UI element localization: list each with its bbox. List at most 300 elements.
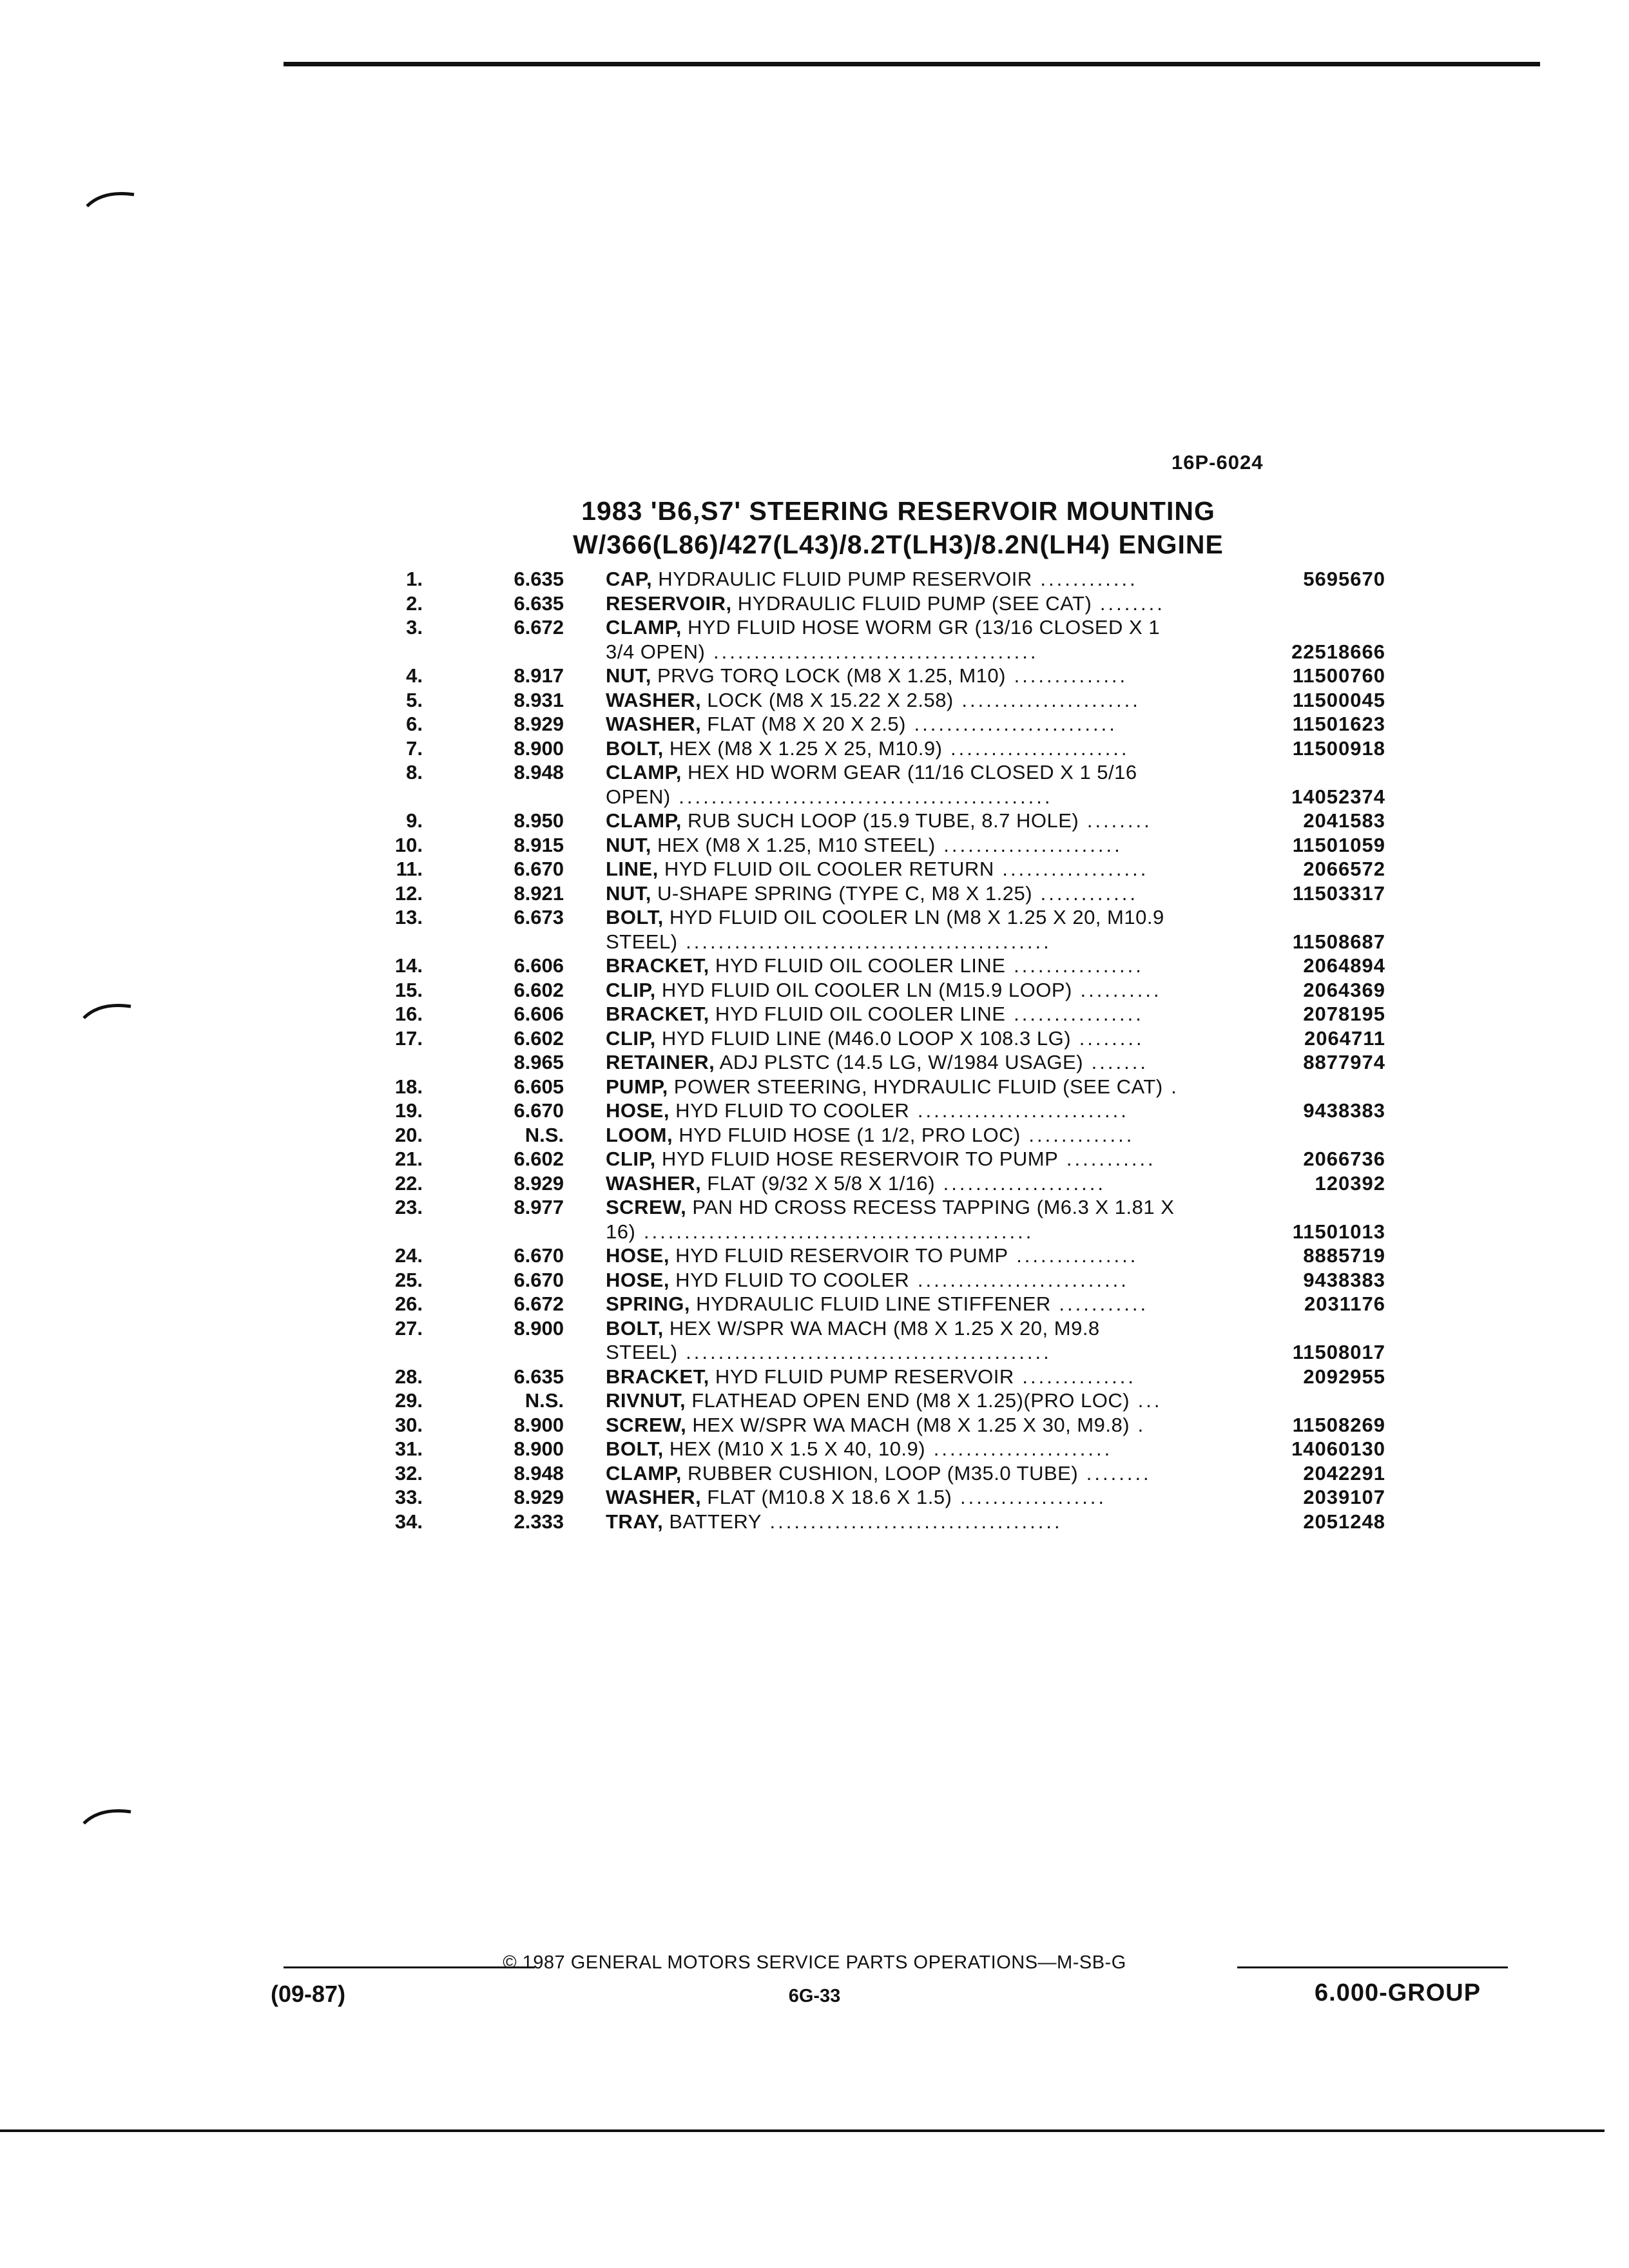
item-description bbox=[606, 1026, 1250, 1051]
item-detail: HEX W/SPR WA MACH (M8 X 1.25 X 20, M9.8 bbox=[663, 1316, 1100, 1340]
item-number: 13. bbox=[394, 906, 423, 928]
item-description bbox=[606, 736, 1250, 761]
item-detail: HYD FLUID RESERVOIR TO PUMP bbox=[669, 1244, 1008, 1267]
part-number: 2066572 bbox=[1303, 858, 1385, 880]
item-description bbox=[606, 567, 1250, 591]
part-number: 2031176 bbox=[1304, 1293, 1385, 1315]
table-row bbox=[0, 1413, 1629, 1437]
leader-dots: ......................... bbox=[905, 713, 1117, 735]
part-number: 2092955 bbox=[1303, 1365, 1385, 1388]
item-detail: HYDRAULIC FLUID LINE STIFFENER bbox=[689, 1293, 1051, 1315]
table-row bbox=[0, 809, 1629, 833]
group-number: N.S. bbox=[525, 1123, 564, 1146]
leader-dots: .............. bbox=[1014, 1365, 1136, 1388]
item-description bbox=[606, 857, 1250, 881]
item-number: 26. bbox=[394, 1293, 423, 1315]
item-detail: PRVG TORQ LOCK (M8 X 1.25, M10) bbox=[651, 664, 1006, 687]
binder-hole-mark-icon bbox=[84, 187, 135, 213]
leader-dots: .................................... bbox=[761, 1510, 1063, 1533]
item-detail: HEX W/SPR WA MACH (M8 X 1.25 X 30, M9.8) bbox=[686, 1413, 1130, 1436]
leader-dots: .......................... bbox=[909, 1099, 1129, 1122]
table-row bbox=[0, 712, 1629, 736]
item-name: RETAINER, bbox=[606, 1051, 715, 1073]
item-number: 20. bbox=[394, 1123, 423, 1146]
leader-dots: ............. bbox=[1020, 1123, 1135, 1146]
table-row bbox=[0, 954, 1629, 978]
group-number: 6.606 bbox=[514, 1003, 564, 1025]
item-detail: U-SHAPE SPRING (TYPE C, M8 X 1.25) bbox=[651, 881, 1033, 905]
leader-dots: ............................................. bbox=[677, 930, 1052, 953]
group-number: 8.948 bbox=[514, 1461, 564, 1485]
item-name: HOSE, bbox=[606, 1099, 670, 1122]
item-number: 15. bbox=[394, 978, 423, 1001]
table-row bbox=[0, 760, 1629, 785]
footer-date: (09-87) bbox=[271, 1981, 346, 2007]
part-number: 11500045 bbox=[1292, 688, 1385, 711]
leader-dots: ...................... bbox=[935, 833, 1123, 856]
bottom-rule bbox=[0, 2129, 1605, 2132]
leader-dots: .......................... bbox=[909, 1268, 1129, 1291]
leader-dots: ........ bbox=[1071, 1026, 1144, 1050]
table-row bbox=[0, 664, 1629, 688]
table-row bbox=[0, 930, 1629, 954]
page-subtitle: W/366(L86)/427(L43)/8.2T(LH3)/8.2N(LH4) ENGINE bbox=[573, 530, 1224, 559]
part-number: 22518666 bbox=[1291, 640, 1385, 663]
item-number: 9. bbox=[406, 809, 423, 832]
item-description bbox=[606, 1340, 1250, 1365]
table-row bbox=[0, 1171, 1629, 1196]
leader-dots: ...................... bbox=[942, 736, 1130, 760]
group-number: 6.606 bbox=[514, 954, 564, 977]
table-row bbox=[0, 688, 1629, 713]
item-description bbox=[606, 1510, 1250, 1534]
item-detail: HEX (M10 X 1.5 X 40, 10.9) bbox=[663, 1437, 926, 1460]
item-name: CLAMP, bbox=[606, 1461, 682, 1485]
group-number: 8.929 bbox=[514, 1171, 564, 1195]
item-name: CLIP, bbox=[606, 1026, 656, 1050]
group-number: 6.635 bbox=[514, 568, 564, 590]
item-name: CAP, bbox=[606, 568, 653, 590]
item-description bbox=[606, 1195, 1250, 1220]
item-description bbox=[606, 615, 1250, 640]
item-number: 22. bbox=[394, 1171, 423, 1195]
leader-dots: ............ bbox=[1032, 881, 1138, 905]
item-detail: RUB SUCH LOOP (15.9 TUBE, 8.7 HOLE) bbox=[681, 809, 1079, 832]
group-number: 6.602 bbox=[514, 1148, 564, 1170]
table-row bbox=[0, 1244, 1629, 1268]
item-name: CLAMP, bbox=[606, 809, 682, 832]
table-row bbox=[0, 615, 1629, 640]
item-detail: FLAT (9/32 X 5/8 X 1/16) bbox=[701, 1171, 936, 1195]
table-row bbox=[0, 1123, 1629, 1148]
item-description bbox=[606, 1316, 1250, 1341]
item-name: BOLT, bbox=[606, 906, 664, 928]
item-number: 10. bbox=[394, 833, 423, 856]
item-name: WASHER, bbox=[606, 688, 702, 711]
item-description bbox=[606, 1365, 1250, 1389]
leader-dots: ............................................. bbox=[677, 1341, 1052, 1363]
part-number: 2039107 bbox=[1303, 1486, 1385, 1508]
item-description bbox=[606, 1002, 1250, 1026]
item-number: 14. bbox=[394, 954, 423, 977]
item-number: 31. bbox=[394, 1437, 423, 1460]
table-row bbox=[0, 567, 1629, 591]
part-number: 8885719 bbox=[1303, 1244, 1385, 1267]
item-detail: HYD FLUID HOSE RESERVOIR TO PUMP bbox=[655, 1148, 1059, 1170]
group-number: 8.977 bbox=[514, 1196, 564, 1218]
item-detail: ADJ PLSTC (14.5 LG, W/1984 USAGE) bbox=[715, 1051, 1084, 1073]
item-detail: HYDRAULIC FLUID PUMP RESERVOIR bbox=[652, 568, 1032, 590]
item-detail: OPEN) bbox=[606, 785, 671, 808]
group-number: 6.670 bbox=[514, 1268, 564, 1291]
item-number: 25. bbox=[394, 1268, 423, 1291]
item-detail: HYD FLUID LINE (M46.0 LOOP X 108.3 LG) bbox=[655, 1026, 1072, 1050]
group-number: 6.635 bbox=[514, 591, 564, 615]
leader-dots: ................................................ bbox=[635, 1220, 1034, 1243]
item-name: NUT, bbox=[606, 833, 651, 856]
part-number: 2042291 bbox=[1303, 1461, 1385, 1485]
part-number: 14052374 bbox=[1291, 785, 1385, 808]
leader-dots: ................ bbox=[1005, 1003, 1144, 1025]
item-detail: HYD FLUID TO COOLER bbox=[669, 1268, 910, 1291]
group-number: 6.635 bbox=[514, 1365, 564, 1388]
table-row bbox=[0, 1510, 1629, 1534]
table-row bbox=[0, 1268, 1629, 1293]
part-number: 2078195 bbox=[1303, 1003, 1385, 1025]
item-number: 4. bbox=[406, 664, 423, 687]
group-number: 8.915 bbox=[514, 833, 564, 856]
item-name: BRACKET, bbox=[606, 1365, 709, 1388]
table-row bbox=[0, 1220, 1629, 1244]
item-description bbox=[606, 785, 1250, 809]
table-row bbox=[0, 1389, 1629, 1413]
item-number: 23. bbox=[394, 1196, 423, 1218]
item-number: 28. bbox=[394, 1365, 423, 1388]
item-name: RESERVOIR, bbox=[606, 591, 732, 615]
item-description bbox=[606, 1461, 1250, 1486]
group-number: 8.900 bbox=[514, 1437, 564, 1460]
item-number: 6. bbox=[406, 713, 423, 735]
item-number: 16. bbox=[394, 1003, 423, 1025]
group-number: 8.931 bbox=[514, 688, 564, 711]
part-number: 11500918 bbox=[1292, 736, 1385, 760]
item-description bbox=[606, 1292, 1250, 1316]
item-detail: HYD FLUID HOSE WORM GR (13/16 CLOSED X 1 bbox=[681, 616, 1161, 639]
part-number: 11501059 bbox=[1292, 833, 1385, 856]
item-number: 19. bbox=[394, 1099, 423, 1122]
item-detail: 3/4 OPEN) bbox=[606, 640, 706, 663]
item-detail: POWER STEERING, HYDRAULIC FLUID (SEE CAT) bbox=[668, 1075, 1163, 1098]
footer-copyright: © 1987 GENERAL MOTORS SERVICE PARTS OPERATIONS—M-SB-G bbox=[503, 1952, 1126, 1973]
group-number: 6.602 bbox=[514, 1026, 564, 1050]
item-number: 1. bbox=[406, 568, 423, 590]
item-number: 21. bbox=[394, 1148, 423, 1170]
item-description bbox=[606, 1099, 1250, 1123]
table-row bbox=[0, 1147, 1629, 1171]
item-description bbox=[606, 881, 1250, 906]
leader-dots: .................... bbox=[935, 1171, 1106, 1195]
item-detail: HYD FLUID PUMP RESERVOIR bbox=[709, 1365, 1014, 1388]
item-name: PUMP, bbox=[606, 1075, 668, 1098]
item-description bbox=[606, 1123, 1250, 1148]
group-number: 6.672 bbox=[514, 1293, 564, 1315]
part-number: 5695670 bbox=[1303, 568, 1385, 590]
table-row bbox=[0, 1099, 1629, 1123]
item-detail: HEX (M8 X 1.25 X 25, M10.9) bbox=[663, 736, 943, 760]
footer-group: 6.000-GROUP bbox=[1315, 1979, 1481, 2006]
leader-dots: ............... bbox=[1008, 1244, 1139, 1267]
item-detail: HYD FLUID OIL COOLER LN (M8 X 1.25 X 20, M10.9 bbox=[663, 906, 1164, 928]
group-number: 8.900 bbox=[514, 1413, 564, 1436]
leader-dots: ........ bbox=[1078, 1461, 1152, 1485]
item-detail: FLATHEAD OPEN END (M8 X 1.25)(PRO LOC) bbox=[686, 1389, 1130, 1412]
item-detail: FLAT (M10.8 X 18.6 X 1.5) bbox=[701, 1486, 952, 1508]
group-number: 8.929 bbox=[514, 713, 564, 735]
table-row bbox=[0, 978, 1629, 1003]
item-number: 32. bbox=[394, 1461, 423, 1485]
part-number: 2041583 bbox=[1303, 809, 1385, 832]
group-number: 6.670 bbox=[514, 1244, 564, 1267]
item-name: HOSE, bbox=[606, 1268, 670, 1291]
item-name: BRACKET, bbox=[606, 1003, 709, 1025]
table-row bbox=[0, 1026, 1629, 1051]
item-detail: HYD FLUID OIL COOLER LN (M15.9 LOOP) bbox=[655, 978, 1072, 1001]
item-detail: HYD FLUID HOSE (1 1/2, PRO LOC) bbox=[673, 1123, 1021, 1146]
group-number: 6.670 bbox=[514, 1099, 564, 1122]
table-row bbox=[0, 1075, 1629, 1099]
item-detail: RUBBER CUSHION, LOOP (M35.0 TUBE) bbox=[681, 1461, 1079, 1485]
document-id: 16P-6024 bbox=[1171, 451, 1264, 474]
group-number: 6.605 bbox=[514, 1075, 564, 1098]
item-description bbox=[606, 760, 1250, 785]
item-description bbox=[606, 1171, 1250, 1196]
group-number: 2.333 bbox=[514, 1510, 564, 1533]
item-name: CLAMP, bbox=[606, 761, 682, 783]
item-description bbox=[606, 664, 1250, 688]
item-description bbox=[606, 712, 1250, 736]
item-name: BOLT, bbox=[606, 736, 664, 760]
leader-dots: .............. bbox=[1005, 664, 1128, 687]
item-name: LOOM, bbox=[606, 1123, 673, 1146]
part-number: 11503317 bbox=[1292, 881, 1385, 905]
table-row bbox=[0, 1485, 1629, 1510]
item-number: 3. bbox=[406, 616, 423, 639]
leader-dots: ............ bbox=[1032, 568, 1138, 590]
item-description bbox=[606, 688, 1250, 713]
table-row bbox=[0, 857, 1629, 881]
leader-dots: .................. bbox=[952, 1486, 1107, 1508]
part-number: 11508687 bbox=[1292, 930, 1385, 953]
part-number: 2064711 bbox=[1304, 1026, 1385, 1050]
item-detail: HEX (M8 X 1.25, M10 STEEL) bbox=[651, 833, 936, 856]
item-detail: STEEL) bbox=[606, 930, 678, 953]
part-number: 11508269 bbox=[1292, 1413, 1385, 1436]
part-number: 8877974 bbox=[1303, 1051, 1385, 1073]
item-detail: BATTERY bbox=[663, 1510, 762, 1533]
leader-dots: . bbox=[1130, 1413, 1146, 1436]
item-number: 24. bbox=[394, 1244, 423, 1267]
item-description bbox=[606, 1147, 1250, 1171]
item-description bbox=[606, 930, 1250, 954]
group-number: N.S. bbox=[525, 1389, 564, 1412]
item-name: WASHER, bbox=[606, 713, 702, 735]
table-row bbox=[0, 1316, 1629, 1341]
leader-dots: . bbox=[1162, 1075, 1179, 1098]
item-number: 33. bbox=[394, 1486, 423, 1508]
item-detail: STEEL) bbox=[606, 1341, 678, 1363]
item-number: 5. bbox=[406, 688, 423, 711]
item-name: WASHER, bbox=[606, 1171, 702, 1195]
item-detail: HYDRAULIC FLUID PUMP (SEE CAT) bbox=[731, 591, 1092, 615]
item-detail: PAN HD CROSS RECESS TAPPING (M6.3 X 1.81 X bbox=[686, 1196, 1175, 1218]
part-number: 9438383 bbox=[1303, 1268, 1385, 1291]
part-number: 2066736 bbox=[1303, 1148, 1385, 1170]
item-number: 29. bbox=[394, 1389, 423, 1412]
item-number: 34. bbox=[394, 1510, 423, 1533]
part-number: 11501013 bbox=[1292, 1220, 1385, 1243]
table-row bbox=[0, 1050, 1629, 1075]
item-description bbox=[606, 809, 1250, 833]
leader-dots: ........... bbox=[1050, 1293, 1149, 1315]
table-row bbox=[0, 591, 1629, 616]
table-row bbox=[0, 1365, 1629, 1389]
group-number: 8.917 bbox=[514, 664, 564, 687]
item-number: 18. bbox=[394, 1075, 423, 1098]
item-number: 11. bbox=[396, 858, 423, 880]
item-description bbox=[606, 1244, 1250, 1268]
group-number: 8.900 bbox=[514, 736, 564, 760]
table-row bbox=[0, 640, 1629, 664]
leader-dots: ........ bbox=[1092, 591, 1165, 615]
item-name: SCREW, bbox=[606, 1413, 687, 1436]
part-number: 120392 bbox=[1315, 1171, 1385, 1195]
group-number: 6.602 bbox=[514, 978, 564, 1001]
item-name: CLIP, bbox=[606, 978, 656, 1001]
item-name: HOSE, bbox=[606, 1244, 670, 1267]
table-row bbox=[0, 785, 1629, 809]
parts-list bbox=[0, 567, 1629, 1533]
item-detail: FLAT (M8 X 20 X 2.5) bbox=[701, 713, 906, 735]
table-row bbox=[0, 833, 1629, 858]
part-number: 11501623 bbox=[1292, 713, 1385, 735]
leader-dots: .................. bbox=[994, 858, 1149, 880]
item-detail: HYD FLUID OIL COOLER LINE bbox=[709, 1003, 1006, 1025]
group-number: 6.672 bbox=[514, 616, 564, 639]
table-row bbox=[0, 1340, 1629, 1365]
item-description bbox=[606, 978, 1250, 1003]
table-row bbox=[0, 1461, 1629, 1486]
part-number: 2064369 bbox=[1303, 978, 1385, 1001]
part-number: 14060130 bbox=[1291, 1437, 1385, 1460]
group-number: 8.929 bbox=[514, 1486, 564, 1508]
item-description bbox=[606, 833, 1250, 858]
group-number: 8.965 bbox=[514, 1051, 564, 1073]
item-detail: HYD FLUID TO COOLER bbox=[669, 1099, 910, 1122]
part-number: 11500760 bbox=[1292, 664, 1385, 687]
item-description bbox=[606, 1220, 1250, 1244]
item-detail: HEX HD WORM GEAR (11/16 CLOSED X 1 5/16 bbox=[681, 761, 1137, 783]
item-description bbox=[606, 1389, 1250, 1413]
item-name: NUT, bbox=[606, 881, 651, 905]
item-number: 17. bbox=[394, 1026, 423, 1050]
part-number: 9438383 bbox=[1303, 1099, 1385, 1122]
leader-dots: ...................... bbox=[925, 1437, 1113, 1460]
item-name: TRAY, bbox=[606, 1510, 664, 1533]
footer-page-number: 6G-33 bbox=[788, 1986, 841, 2006]
item-number: 30. bbox=[394, 1413, 423, 1436]
leader-dots: .......... bbox=[1072, 978, 1162, 1001]
group-number: 8.950 bbox=[514, 809, 564, 832]
table-row bbox=[0, 881, 1629, 906]
binder-hole-mark-icon bbox=[81, 1804, 132, 1830]
item-number: 27. bbox=[394, 1316, 423, 1340]
item-name: BOLT, bbox=[606, 1316, 664, 1340]
item-name: WASHER, bbox=[606, 1486, 702, 1508]
group-number: 8.948 bbox=[514, 761, 564, 783]
table-row bbox=[0, 905, 1629, 930]
item-number: 7. bbox=[406, 736, 423, 760]
item-name: CLAMP, bbox=[606, 616, 682, 639]
leader-dots: ........ bbox=[1079, 809, 1152, 832]
group-number: 8.921 bbox=[514, 881, 564, 905]
item-description bbox=[606, 1050, 1250, 1075]
item-number: 12. bbox=[394, 881, 423, 905]
item-description bbox=[606, 1413, 1250, 1437]
item-description bbox=[606, 905, 1250, 930]
item-number: 2. bbox=[406, 591, 423, 615]
item-name: LINE, bbox=[606, 858, 659, 880]
table-row bbox=[0, 1437, 1629, 1461]
leader-dots: ...................... bbox=[953, 688, 1141, 711]
item-name: CLIP, bbox=[606, 1148, 656, 1170]
group-number: 6.673 bbox=[514, 906, 564, 928]
item-description bbox=[606, 1075, 1250, 1099]
part-number: 2051248 bbox=[1303, 1510, 1385, 1533]
item-name: BRACKET, bbox=[606, 954, 709, 977]
table-row bbox=[0, 1195, 1629, 1220]
item-name: NUT, bbox=[606, 664, 651, 687]
group-number: 6.670 bbox=[514, 858, 564, 880]
item-description bbox=[606, 1437, 1250, 1461]
top-rule bbox=[284, 62, 1540, 66]
item-number: 8. bbox=[406, 761, 423, 783]
part-number: 2064894 bbox=[1303, 954, 1385, 977]
page-title: 1983 'B6,S7' STEERING RESERVOIR MOUNTING bbox=[581, 496, 1215, 526]
table-row bbox=[0, 1292, 1629, 1316]
leader-dots: ....... bbox=[1083, 1051, 1148, 1073]
leader-dots: .............................................. bbox=[670, 785, 1053, 808]
table-row bbox=[0, 1002, 1629, 1026]
item-detail: 16) bbox=[606, 1220, 636, 1243]
part-number: 11508017 bbox=[1292, 1341, 1385, 1363]
group-number: 8.900 bbox=[514, 1316, 564, 1340]
leader-dots: ........................................ bbox=[705, 640, 1039, 663]
item-description bbox=[606, 1268, 1250, 1293]
item-description bbox=[606, 640, 1250, 664]
item-name: RIVNUT, bbox=[606, 1389, 686, 1412]
item-name: SCREW, bbox=[606, 1196, 687, 1218]
item-description bbox=[606, 591, 1250, 616]
item-detail: HYD FLUID OIL COOLER RETURN bbox=[658, 858, 994, 880]
item-description bbox=[606, 954, 1250, 978]
table-row bbox=[0, 736, 1629, 761]
item-description bbox=[606, 1485, 1250, 1510]
item-detail: HYD FLUID OIL COOLER LINE bbox=[709, 954, 1006, 977]
leader-dots: ........... bbox=[1058, 1148, 1156, 1170]
leader-dots: ... bbox=[1130, 1389, 1162, 1412]
leader-dots: ................ bbox=[1005, 954, 1144, 977]
item-name: SPRING, bbox=[606, 1293, 690, 1315]
